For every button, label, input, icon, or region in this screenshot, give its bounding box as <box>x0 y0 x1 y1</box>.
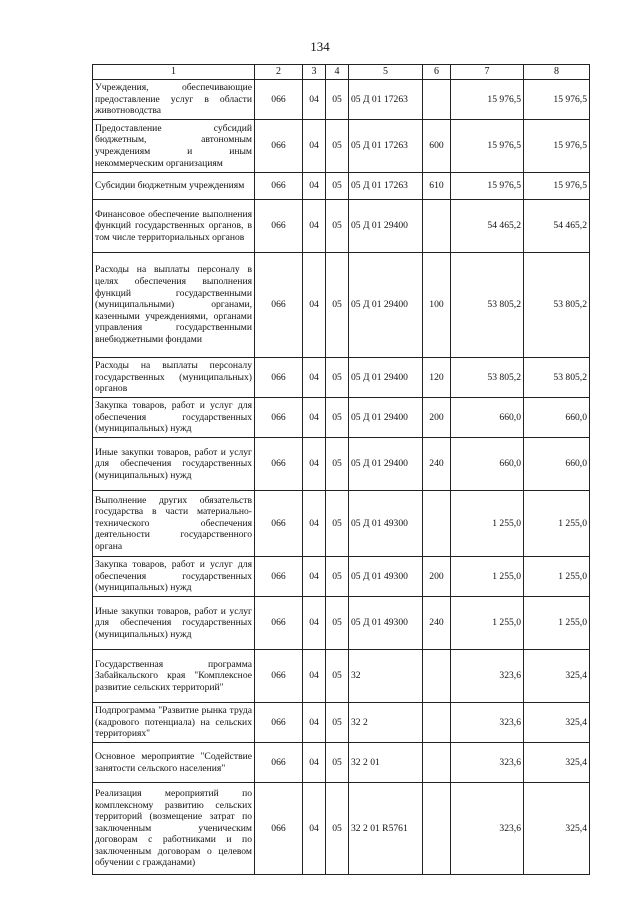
subsection-cell: 05 <box>326 557 349 597</box>
table-row <box>93 358 590 398</box>
amount-col8-cell: 15 976,5 <box>524 80 590 120</box>
subsection-cell: 05 <box>326 438 349 491</box>
row-name-cell: Предоставление субсидий бюджетным, автономным учреждениям и иным некоммерческим организациям <box>93 120 255 173</box>
target-article-cell: 05 Д 01 49300 <box>349 597 423 650</box>
section-cell: 04 <box>303 173 326 200</box>
column-header: 8 <box>524 65 590 80</box>
target-article-cell: 05 Д 01 17263 <box>349 80 423 120</box>
admin-code-cell: 066 <box>255 491 303 557</box>
amount-col8-cell: 1 255,0 <box>524 597 590 650</box>
amount-col8-cell: 53 805,2 <box>524 253 590 358</box>
subsection-cell: 05 <box>326 743 349 783</box>
section-cell: 04 <box>303 80 326 120</box>
table-row <box>93 557 590 597</box>
row-name-cell: Закупка товаров, работ и услуг для обеспечения государственных (муниципальных) нужд <box>93 398 255 438</box>
subsection-cell: 05 <box>326 253 349 358</box>
subsection-cell: 05 <box>326 120 349 173</box>
section-cell: 04 <box>303 650 326 703</box>
amount-col7-cell: 323,6 <box>451 743 524 783</box>
subsection-cell: 05 <box>326 200 349 253</box>
column-header: 4 <box>326 65 349 80</box>
table-row <box>93 783 590 875</box>
table-row <box>93 650 590 703</box>
column-header: 7 <box>451 65 524 80</box>
table-body <box>93 80 590 875</box>
table-row <box>93 173 590 200</box>
column-header: 3 <box>303 65 326 80</box>
amount-col8-cell: 1 255,0 <box>524 557 590 597</box>
table-row <box>93 253 590 358</box>
subsection-cell: 05 <box>326 80 349 120</box>
amount-col7-cell: 1 255,0 <box>451 491 524 557</box>
row-name-cell: Подпрограмма "Развитие рынка труда (кадрового потенциала) на сельских территориях" <box>93 703 255 743</box>
expense-type-cell <box>423 80 451 120</box>
subsection-cell: 05 <box>326 597 349 650</box>
amount-col7-cell: 15 976,5 <box>451 173 524 200</box>
amount-col7-cell: 53 805,2 <box>451 358 524 398</box>
amount-col7-cell: 660,0 <box>451 398 524 438</box>
admin-code-cell: 066 <box>255 358 303 398</box>
amount-col8-cell: 53 805,2 <box>524 358 590 398</box>
table-row <box>93 491 590 557</box>
expense-type-cell: 120 <box>423 358 451 398</box>
row-name-cell: Иные закупки товаров, работ и услуг для обеспечения государственных (муниципальных) нужд <box>93 438 255 491</box>
column-header: 2 <box>255 65 303 80</box>
amount-col8-cell: 660,0 <box>524 398 590 438</box>
row-name-cell: Основное мероприятие "Содействие занятости сельского населения" <box>93 743 255 783</box>
section-cell: 04 <box>303 358 326 398</box>
table-row <box>93 438 590 491</box>
expense-type-cell: 600 <box>423 120 451 173</box>
table-row <box>93 597 590 650</box>
amount-col8-cell: 1 255,0 <box>524 491 590 557</box>
amount-col7-cell: 323,6 <box>451 783 524 875</box>
section-cell: 04 <box>303 597 326 650</box>
target-article-cell: 05 Д 01 29400 <box>349 438 423 491</box>
row-name-cell: Субсидии бюджетным учреждениям <box>93 173 255 200</box>
target-article-cell: 32 2 01 <box>349 743 423 783</box>
amount-col7-cell: 1 255,0 <box>451 557 524 597</box>
amount-col7-cell: 660,0 <box>451 438 524 491</box>
expense-type-cell: 610 <box>423 173 451 200</box>
expense-type-cell: 100 <box>423 253 451 358</box>
subsection-cell: 05 <box>326 398 349 438</box>
admin-code-cell: 066 <box>255 438 303 491</box>
amount-col7-cell: 323,6 <box>451 650 524 703</box>
table-row <box>93 743 590 783</box>
admin-code-cell: 066 <box>255 120 303 173</box>
target-article-cell: 32 <box>349 650 423 703</box>
subsection-cell: 05 <box>326 173 349 200</box>
amount-col7-cell: 53 805,2 <box>451 253 524 358</box>
target-article-cell: 32 2 01 R5761 <box>349 783 423 875</box>
admin-code-cell: 066 <box>255 253 303 358</box>
subsection-cell: 05 <box>326 358 349 398</box>
amount-col7-cell: 54 465,2 <box>451 200 524 253</box>
page-number: 134 <box>310 39 330 54</box>
section-cell: 04 <box>303 743 326 783</box>
amount-col8-cell: 325,4 <box>524 743 590 783</box>
table-row <box>93 703 590 743</box>
section-cell: 04 <box>303 398 326 438</box>
subsection-cell: 05 <box>326 783 349 875</box>
subsection-cell: 05 <box>326 703 349 743</box>
column-header: 1 <box>93 65 255 80</box>
admin-code-cell: 066 <box>255 398 303 438</box>
admin-code-cell: 066 <box>255 597 303 650</box>
admin-code-cell: 066 <box>255 173 303 200</box>
expense-type-cell <box>423 703 451 743</box>
subsection-cell: 05 <box>326 650 349 703</box>
expense-type-cell <box>423 650 451 703</box>
column-header: 5 <box>349 65 423 80</box>
expense-type-cell <box>423 743 451 783</box>
admin-code-cell: 066 <box>255 80 303 120</box>
admin-code-cell: 066 <box>255 743 303 783</box>
target-article-cell: 05 Д 01 49300 <box>349 491 423 557</box>
target-article-cell: 05 Д 01 17263 <box>349 173 423 200</box>
amount-col8-cell: 325,4 <box>524 650 590 703</box>
target-article-cell: 05 Д 01 17263 <box>349 120 423 173</box>
amount-col7-cell: 15 976,5 <box>451 80 524 120</box>
table-row <box>93 80 590 120</box>
section-cell: 04 <box>303 491 326 557</box>
amount-col8-cell: 15 976,5 <box>524 120 590 173</box>
row-name-cell: Финансовое обеспечение выполнения функций государственных органов, в том числе территориальных органов <box>93 200 255 253</box>
row-name-cell: Закупка товаров, работ и услуг для обеспечения государственных (муниципальных) нужд <box>93 557 255 597</box>
amount-col7-cell: 1 255,0 <box>451 597 524 650</box>
amount-col8-cell: 660,0 <box>524 438 590 491</box>
row-name-cell: Выполнение других обязательств государства в части материально-технического обеспечения деятельности государственного органа <box>93 491 255 557</box>
target-article-cell: 05 Д 01 29400 <box>349 253 423 358</box>
admin-code-cell: 066 <box>255 783 303 875</box>
admin-code-cell: 066 <box>255 200 303 253</box>
target-article-cell: 05 Д 01 49300 <box>349 557 423 597</box>
row-name-cell: Учреждения, обеспечивающие предоставление услуг в области животноводства <box>93 80 255 120</box>
section-cell: 04 <box>303 120 326 173</box>
row-name-cell: Государственная программа Забайкальского края "Комплексное развитие сельских территорий" <box>93 650 255 703</box>
section-cell: 04 <box>303 200 326 253</box>
target-article-cell: 05 Д 01 29400 <box>349 200 423 253</box>
admin-code-cell: 066 <box>255 650 303 703</box>
subsection-cell: 05 <box>326 491 349 557</box>
admin-code-cell: 066 <box>255 557 303 597</box>
expense-type-cell: 200 <box>423 557 451 597</box>
row-name-cell: Реализация мероприятий по комплексному развитию сельских территорий (возмещение затрат по заключенным ученическим договорам с работниками и по заключенным договорам о целевом обучении с гражданами) <box>93 783 255 875</box>
expense-type-cell: 240 <box>423 438 451 491</box>
amount-col8-cell: 325,4 <box>524 703 590 743</box>
expense-type-cell: 200 <box>423 398 451 438</box>
row-name-cell: Иные закупки товаров, работ и услуг для обеспечения государственных (муниципальных) нужд <box>93 597 255 650</box>
amount-col8-cell: 54 465,2 <box>524 200 590 253</box>
amount-col8-cell: 15 976,5 <box>524 173 590 200</box>
section-cell: 04 <box>303 783 326 875</box>
target-article-cell: 05 Д 01 29400 <box>349 358 423 398</box>
expense-type-cell <box>423 200 451 253</box>
row-name-cell: Расходы на выплаты персоналу в целях обеспечения выполнения функций государственными (муниципальными) органами, казенными учреждениями, органами управления государственными внебюджетными фондами <box>93 253 255 358</box>
amount-col8-cell: 325,4 <box>524 783 590 875</box>
budget-table <box>92 64 590 875</box>
table-row <box>93 398 590 438</box>
table-header-row <box>93 65 590 80</box>
admin-code-cell: 066 <box>255 703 303 743</box>
expense-type-cell <box>423 783 451 875</box>
section-cell: 04 <box>303 253 326 358</box>
table-row <box>93 200 590 253</box>
section-cell: 04 <box>303 557 326 597</box>
table-row <box>93 120 590 173</box>
target-article-cell: 32 2 <box>349 703 423 743</box>
expense-type-cell <box>423 491 451 557</box>
row-name-cell: Расходы на выплаты персоналу государственных (муниципальных) органов <box>93 358 255 398</box>
section-cell: 04 <box>303 703 326 743</box>
amount-col7-cell: 15 976,5 <box>451 120 524 173</box>
column-header: 6 <box>423 65 451 80</box>
section-cell: 04 <box>303 438 326 491</box>
target-article-cell: 05 Д 01 29400 <box>349 398 423 438</box>
amount-col7-cell: 323,6 <box>451 703 524 743</box>
expense-type-cell: 240 <box>423 597 451 650</box>
